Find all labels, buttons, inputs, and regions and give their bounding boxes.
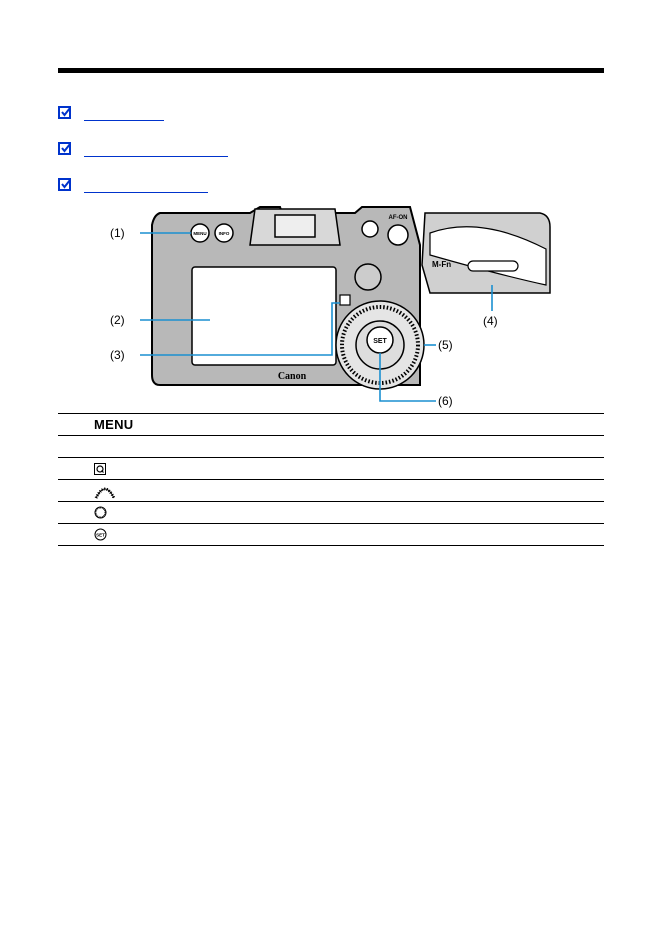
link-underline-2[interactable] <box>84 156 228 157</box>
main-dial-icon <box>94 483 116 499</box>
af-on-button[interactable] <box>388 225 408 245</box>
table-row <box>58 457 604 479</box>
callout-6: (6) <box>438 394 453 408</box>
link-underline-1[interactable] <box>84 120 164 121</box>
table-row <box>58 413 604 435</box>
multi-controller[interactable] <box>355 264 381 290</box>
button-table <box>58 413 604 546</box>
set-icon <box>94 528 107 541</box>
callout-1: (1) <box>110 226 125 240</box>
table-row <box>58 501 604 523</box>
table-row <box>58 523 604 546</box>
lcd-screen <box>192 267 336 365</box>
callout-5: (5) <box>438 338 453 352</box>
table-symbol <box>94 524 107 545</box>
viewfinder-window <box>275 215 315 237</box>
table-symbol <box>94 480 116 501</box>
table-symbol <box>94 458 106 479</box>
table-symbol <box>94 502 107 523</box>
info-button-label: INFO <box>218 231 230 236</box>
svg-text:SET: SET <box>96 532 105 538</box>
callout-3: (3) <box>110 348 125 362</box>
table-symbol <box>94 414 133 435</box>
callout-4: (4) <box>483 314 498 328</box>
check-link-icon <box>58 178 72 192</box>
quick-control-dial-icon <box>94 506 107 519</box>
table-row <box>58 479 604 501</box>
start-stop-button[interactable] <box>362 221 378 237</box>
callout-2: (2) <box>110 313 125 327</box>
check-link-icon <box>58 142 72 156</box>
mfn-button[interactable] <box>468 261 518 271</box>
quick-control-icon <box>94 463 106 475</box>
menu-symbol: MENU <box>94 417 134 432</box>
camera-illustration <box>100 205 580 415</box>
check-link-icon <box>58 106 72 120</box>
brand-logo: Canon <box>277 371 307 382</box>
camera-back-figure <box>100 205 580 415</box>
af-on-label: AF-ON <box>388 215 408 221</box>
quick-control-button[interactable] <box>340 295 350 305</box>
menu-button-label: MENU <box>193 231 207 236</box>
link-underline-3[interactable] <box>84 192 208 193</box>
title-rule <box>58 68 604 73</box>
set-button-label: SET <box>373 338 387 345</box>
mfn-label: M-Fn <box>432 260 452 269</box>
table-row <box>58 435 604 457</box>
